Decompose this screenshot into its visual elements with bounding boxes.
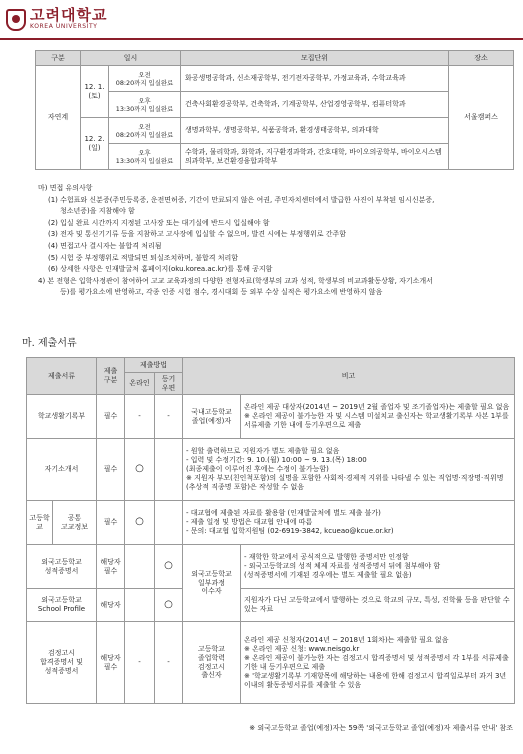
note-item: (6) 상세한 사항은 인재발굴처 홈페이지(oku.korea.ac.kr)를 통해 공지함 (48, 265, 273, 274)
header-doc: 제출서류 (27, 358, 97, 395)
header-datetime: 일시 (81, 51, 181, 66)
doc-name: 검정고시 합격증명서 및 성적증명서 (27, 622, 97, 704)
doc-target: 해당자 필수 (97, 622, 125, 704)
doc-remark: 온라인 제공 대상자(2014년 ~ 2019년 2월 졸업자 및 조기졸업자)는 제출할 필요 없음 ※ 온라인 제공이 불가능한 자 및 시스템 미설치교 출신자는 학교생활기록부 사본 1부를 서류제출 기한 내에 등기우편으로 제출 (241, 395, 515, 439)
logo-korean: 고려대학교 (30, 6, 108, 24)
doc-online: - (125, 622, 155, 704)
note-item-4-cont: 등)를 평가요소에 반영하고, 각종 인증 시험 점수, 경시대회 등 외부 수상 실적은 평가요소에 반영하지 않음 (60, 288, 383, 297)
doc-online: ○ (125, 439, 155, 501)
notes-heading: 마) 면접 유의사항 (38, 184, 93, 192)
session-time-cell: 오전 08:20까지 입실완료 (109, 66, 181, 92)
note-item: (4) 면접고사 결시자는 불합격 처리됨 (48, 241, 162, 250)
doc-online: - (125, 395, 155, 439)
units-cell: 수학과, 물리학과, 화학과, 지구환경과학과, 간호대학, 바이오의공학부, 바이오시스템의과학부, 보건환경융합과학부 (181, 144, 449, 170)
logo-english: KOREA UNIVERSITY (30, 23, 98, 30)
doc-target: 필수 (97, 395, 125, 439)
session-time-cell: 오후 13:30까지 입실완료 (109, 144, 181, 170)
doc-remark: 지원자가 다닌 고등학교에서 발행하는 것으로 학교의 규모, 특성, 진학률 등을 판단할 수 있는 자료 (241, 589, 515, 622)
units-cell: 화공생명공학과, 신소재공학부, 전기전자공학부, 가정교육과, 수학교육과 (181, 66, 449, 92)
note-item: (5) 시험 중 부정행위로 적발되면 퇴실조치하며, 불합격 처리함 (48, 253, 239, 262)
date-day2: 12. 2. (일) (81, 118, 109, 170)
doc-online: ○ (125, 501, 155, 545)
doc-mail (155, 439, 183, 501)
header-remark: 비고 (183, 358, 515, 395)
doc-mail: - (155, 622, 183, 704)
header-category: 구분 (36, 51, 81, 66)
doc-name: 외국고등학교 성적증명서 (27, 545, 97, 589)
header-divider (0, 38, 523, 40)
place-cell: 서울캠퍼스 (449, 66, 514, 170)
doc-name: 자기소개서 (27, 439, 97, 501)
note-item: (2) 입실 완료 시간까지 지정된 고사장 또는 대기실에 반드시 입실해야 함 (48, 218, 270, 227)
required-documents-table (26, 357, 515, 704)
note-item: (3) 전자 및 통신기기류 등을 지참하고 고사장에 입실할 수 없으며, 발견 시에는 부정행위로 간주함 (48, 230, 347, 239)
doc-remark: 온라인 제공 신청자(2014년 ~ 2018년 1회차)는 제출할 필요 없음 ※ 온라인 제공 신청: www.neisgo.kr ※ 온라인 제공이 불가능한 자는 검정고시 합격증명서 및 성적증명서 각 1부를 서류제출기한 내 등기우편으로 제출 ※ '학교생활기록부 기재항목에 해당하는 내용에 한해 검정고시 합격일로부터 과거 3년 이내의 활동증빙서류를 제출할 수 있음 (241, 622, 515, 704)
doc-name: 고등학교 (27, 501, 53, 545)
note-item: (1) 수험표와 신분증(주민등록증, 운전면허증, 기간이 만료되지 않은 여권, 주민자치센터에서 발급한 사진이 부착된 임시신분증, (48, 195, 435, 204)
doc-name: 외국고등학교 School Profile (27, 589, 97, 622)
doc-target: 필수 (97, 439, 125, 501)
crest-icon (6, 9, 26, 31)
doc-online (125, 589, 155, 622)
doc-name: 학교생활기록부 (27, 395, 97, 439)
category-cell: 자연계 (36, 66, 81, 170)
page-header (0, 0, 523, 40)
footnote: ※ 외국고등학교 졸업(예정)자는 59쪽 '외국고등학교 졸업(예정)자 제출서류 안내' 참조 (249, 724, 513, 732)
doc-mail: - (155, 395, 183, 439)
doc-subname: 공통 고교정보 (53, 501, 97, 545)
interview-notes (38, 183, 508, 299)
session-time-cell: 오후 13:30까지 입실완료 (109, 92, 181, 118)
units-cell: 건축사회환경공학부, 건축학과, 기계공학부, 산업경영공학부, 컴퓨터학과 (181, 92, 449, 118)
doc-mail (155, 501, 183, 545)
doc-online (125, 545, 155, 589)
interview-schedule-table (35, 50, 514, 170)
note-item: 청소년증)을 지참해야 함 (60, 207, 135, 216)
doc-remark: - 원할 출력하므로 지원자가 별도 제출할 필요 없음 - 입력 및 수정기간: 9. 10.(월) 10:00 ~ 9. 13.(목) 18:00 (최종제출이 이루어진 후에는 수정이 불가능함) ※ 지원자 부모(친인척포함)의 실명을 포함한 사회적·경제적 지위를 나타낼 수 있는 직업명·직장명·직위명(추상적 직종명 포함)은 작성할 수 없음 (183, 439, 515, 501)
doc-condition: 외국고등학교 일부과정 이수자 (183, 545, 241, 622)
university-logo (6, 8, 107, 31)
doc-remark: - 재학한 학교에서 공식적으로 발행한 증명서만 인정함 - 외국고등학교의 성적 체제 자료를 성적증명서 뒤에 첨부해야 함 (성적증명서에 기재된 경우에는 별도 제출할 필요 없음) (241, 545, 515, 589)
session-time-cell: 오전 08:20까지 입실완료 (109, 118, 181, 144)
header-place: 장소 (449, 51, 514, 66)
header-mail: 등기 우편 (155, 373, 183, 395)
date-day1: 12. 1. (토) (81, 66, 109, 118)
header-method: 제출방법 (125, 358, 183, 373)
doc-target: 필수 (97, 501, 125, 545)
doc-target: 해당자 (97, 589, 125, 622)
header-target: 제출 구분 (97, 358, 125, 395)
doc-mail: ○ (155, 545, 183, 589)
section-title: 마. 제출서류 (22, 338, 77, 349)
doc-mail: ○ (155, 589, 183, 622)
units-cell: 생명과학부, 생명공학부, 식품공학과, 환경생태공학부, 의과대학 (181, 118, 449, 144)
doc-condition: 고등학교 졸업학력 검정고시 출신자 (183, 622, 241, 704)
doc-target: 해당자 필수 (97, 545, 125, 589)
note-item-4: 4) 본 전형은 입학사정관이 참여하여 고교 교육과정의 다양한 전형자료(학생부의 교과 성적, 학생부의 비교과활동상황, 자기소개서 (38, 276, 433, 285)
header-online: 온라인 (125, 373, 155, 395)
doc-condition: 국내고등학교 졸업(예정)자 (183, 395, 241, 439)
header-units: 모집단위 (181, 51, 449, 66)
doc-remark: - 대교협에 제출된 자료를 활용함 (인재발굴처에 별도 제출 불가) - 제출 일정 및 방법은 대교협 안내에 따름 - 문의: 대교협 입학지원팀 (02-6919-3842, kcueao@kcue.or.kr) (183, 501, 515, 545)
